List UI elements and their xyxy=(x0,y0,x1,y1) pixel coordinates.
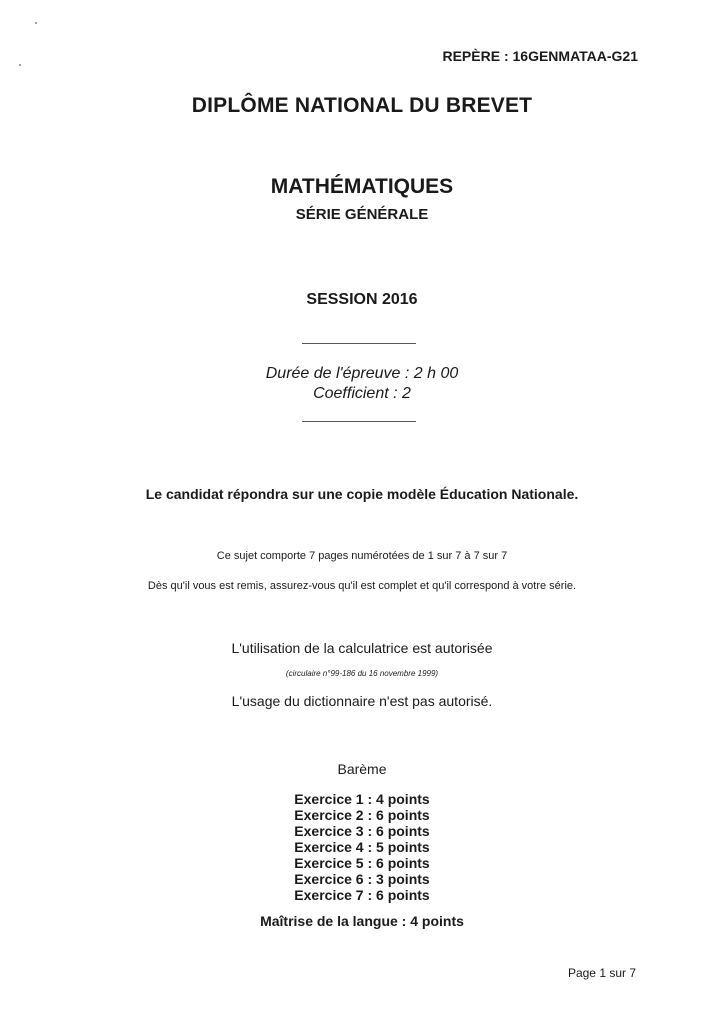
list-item: Exercice 2 : 6 points xyxy=(294,807,430,823)
subject-title: MATHÉMATIQUES xyxy=(270,175,454,198)
grading-scale-list xyxy=(0,791,724,903)
scan-speck xyxy=(19,64,21,66)
exam-coefficient: Coefficient : 2 xyxy=(313,385,411,402)
divider-top xyxy=(302,343,416,344)
diploma-title: DIPLÔME NATIONAL DU BREVET xyxy=(191,94,533,117)
page-number: Page 1 sur 7 xyxy=(567,966,636,980)
list-item: Exercice 1 : 4 points xyxy=(294,791,430,807)
grading-scale-title: Barème xyxy=(337,761,387,777)
list-item: Exercice 6 : 3 points xyxy=(294,871,430,887)
exam-reference: REPÈRE : 16GENMATAA-G21 xyxy=(442,48,638,64)
calculator-policy: L'utilisation de la calculatrice est autorisée xyxy=(231,640,493,656)
answer-sheet-instruction: Le candidat répondra sur une copie modèle Éducation Nationale. xyxy=(145,486,579,502)
page-count-notice: Ce sujet comporte 7 pages numérotées de 1 sur 7 à 7 sur 7 xyxy=(216,550,508,562)
session-year: SESSION 2016 xyxy=(306,291,418,308)
completeness-notice: Dès qu'il vous est remis, assurez-vous qu'il est complet et qu'il correspond à votre série. xyxy=(147,580,577,592)
list-item: Exercice 3 : 6 points xyxy=(294,823,430,839)
language-mastery-points: Maîtrise de la langue : 4 points xyxy=(260,913,464,929)
dictionary-policy: L'usage du dictionnaire n'est pas autorisé. xyxy=(231,693,493,709)
exam-duration: Durée de l'épreuve : 2 h 00 xyxy=(265,365,459,382)
divider-bottom xyxy=(302,421,416,422)
list-item: Exercice 4 : 5 points xyxy=(294,839,430,855)
scan-speck xyxy=(35,22,37,24)
list-item: Exercice 7 : 6 points xyxy=(294,887,430,903)
circular-reference: (circulaire n°99-186 du 16 novembre 1999) xyxy=(285,669,439,678)
series-subtitle: SÉRIE GÉNÉRALE xyxy=(295,206,429,223)
list-item: Exercice 5 : 6 points xyxy=(294,855,430,871)
